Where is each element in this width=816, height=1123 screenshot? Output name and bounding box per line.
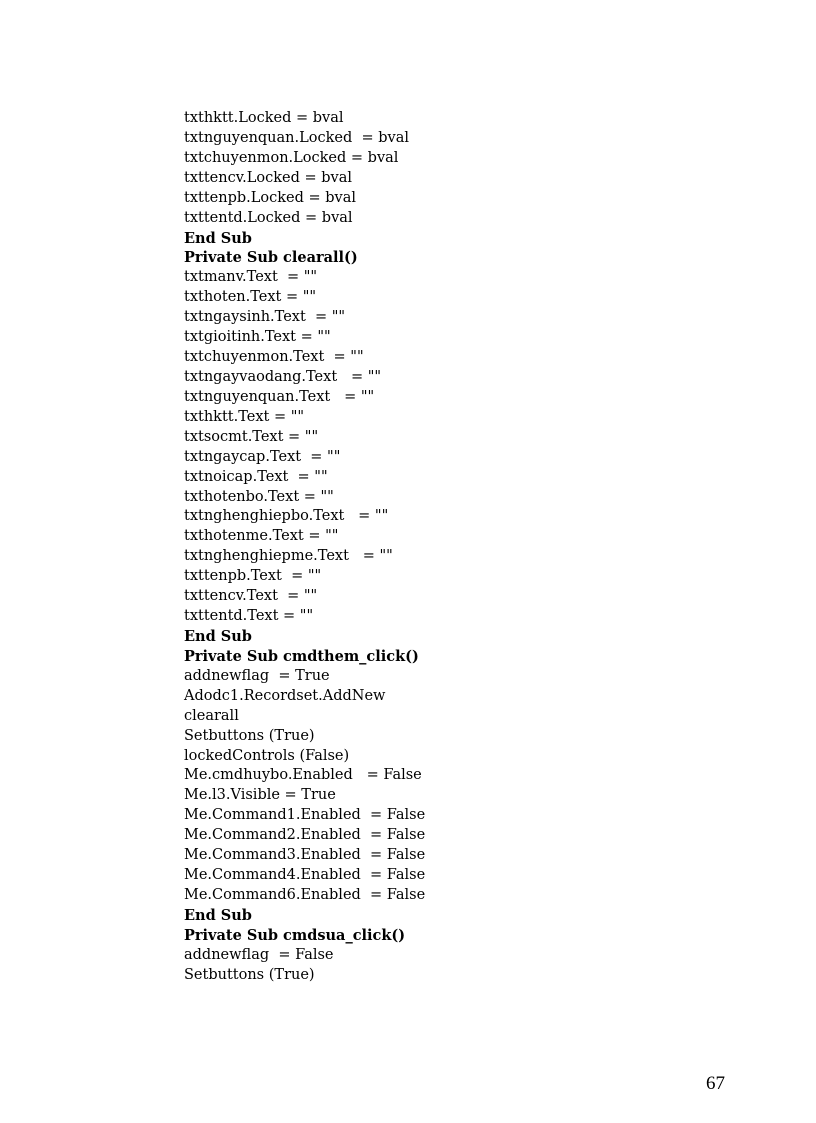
code-line: txttencv.Text = "" <box>184 588 318 605</box>
code-line: txtchuyenmon.Text = "" <box>184 349 364 366</box>
code-line: txtngayvaodang.Text = "" <box>184 368 382 385</box>
code-line: txthktt.Text = "" <box>184 408 305 425</box>
code-line: txthoten.Text = "" <box>184 289 317 306</box>
code-line: txttenpb.Locked = bval <box>184 189 357 206</box>
code-line: txthktt.Locked = bval <box>184 110 344 126</box>
code-line: txtnghenghiepme.Text = "" <box>184 548 393 565</box>
code-line-keyword: End Sub <box>184 906 252 924</box>
code-line: txtnguyenquan.Locked = bval <box>184 129 409 146</box>
code-line: Me.l3.Visible = True <box>184 787 336 804</box>
code-line: txtgioitinh.Text = "" <box>184 329 331 346</box>
code-listing <box>184 109 425 986</box>
code-line: txtngaysinh.Text = "" <box>184 309 346 326</box>
code-line: txttencv.Locked = bval <box>184 169 353 186</box>
code-line: Me.Command4.Enabled = False <box>184 867 426 884</box>
code-line: Me.Command6.Enabled = False <box>184 886 426 903</box>
code-line: txtngaycap.Text = "" <box>184 448 341 465</box>
code-line: Adodc1.Recordset.AddNew <box>184 687 386 704</box>
code-line-keyword: Private Sub cmdthem_click() <box>184 647 419 665</box>
code-line: Setbuttons (True) <box>184 727 315 744</box>
code-line: lockedControls (False) <box>184 747 350 764</box>
code-line: clearall <box>184 707 239 724</box>
code-line: txttentd.Locked = bval <box>184 209 353 226</box>
code-line: txtsocmt.Text = "" <box>184 428 319 445</box>
code-line-keyword: End Sub <box>184 627 252 645</box>
code-line: txthotenbo.Text = "" <box>184 488 334 505</box>
code-line: txtmanv.Text = "" <box>184 269 318 286</box>
code-line-keyword: Private Sub cmdsua_click() <box>184 926 406 944</box>
page-number: 67 <box>706 1073 725 1094</box>
code-line: Me.cmdhuybo.Enabled = False <box>184 767 422 784</box>
code-line: txtnghenghiepbo.Text = "" <box>184 508 389 525</box>
code-line: Me.Command2.Enabled = False <box>184 827 426 844</box>
code-line: addnewflag = True <box>184 667 330 684</box>
code-line: txtnoicap.Text = "" <box>184 468 328 485</box>
code-line: Me.Command1.Enabled = False <box>184 807 426 824</box>
code-line-keyword: End Sub <box>184 229 252 247</box>
code-line: txtnguyenquan.Text = "" <box>184 388 375 405</box>
code-line: txttenpb.Text = "" <box>184 568 322 585</box>
code-line: txttentd.Text = "" <box>184 608 314 625</box>
code-line: txthotenme.Text = "" <box>184 528 339 545</box>
code-line-keyword: Private Sub clearall() <box>184 249 358 267</box>
code-line: txtchuyenmon.Locked = bval <box>184 149 399 166</box>
code-line: Me.Command3.Enabled = False <box>184 847 426 864</box>
code-line: Setbuttons (True) <box>184 966 315 983</box>
code-line: addnewflag = False <box>184 946 334 963</box>
